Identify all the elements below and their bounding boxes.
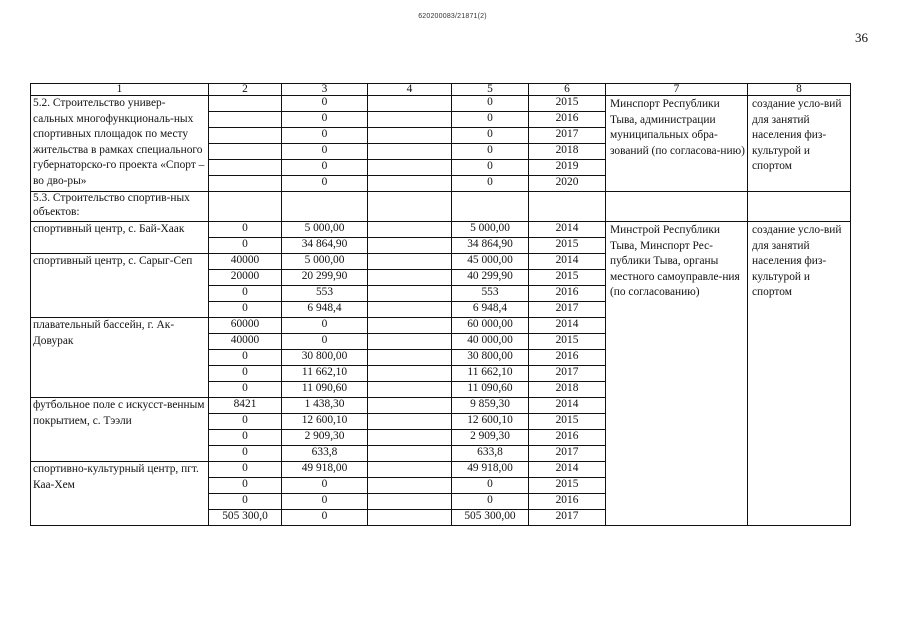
amount-cell-col5: 0 [452,144,529,160]
amount-cell-col2: 0 [209,286,282,302]
empty-cell [748,192,851,222]
amount-cell-col4 [368,302,452,318]
amount-cell-col2: 0 [209,494,282,510]
year-cell: 2015 [529,414,606,430]
year-cell: 2018 [529,382,606,398]
amount-cell-col5: 0 [452,160,529,176]
amount-cell-col5: 0 [452,478,529,494]
amount-cell-col2: 0 [209,238,282,254]
amount-cell-col3: 2 909,30 [282,430,368,446]
amount-cell-col5: 49 918,00 [452,462,529,478]
column-header-row [31,84,851,96]
executor-cell: Минспорт Республики Тыва, администрации муниципальных обра-зований (по согласова-нию) [606,96,748,192]
table-row [31,192,851,222]
amount-cell-col5: 34 864,90 [452,238,529,254]
amount-cell-col4 [368,366,452,382]
amount-cell-col5: 0 [452,96,529,112]
amount-cell-col3: 11 090,60 [282,382,368,398]
year-cell: 2015 [529,334,606,350]
amount-cell-col4 [368,350,452,366]
amount-cell-col5: 553 [452,286,529,302]
amount-cell-col3: 20 299,90 [282,270,368,286]
amount-cell-col3: 553 [282,286,368,302]
amount-cell-col2: 0 [209,366,282,382]
amount-cell-col4 [368,446,452,462]
object-name-cell: спортивный центр, с. Бай-Хаак [31,222,209,254]
amount-cell-col4 [368,270,452,286]
year-cell: 2014 [529,462,606,478]
amount-cell-col3: 49 918,00 [282,462,368,478]
amount-cell-col2 [209,144,282,160]
year-cell: 2016 [529,430,606,446]
amount-cell-col2 [209,112,282,128]
amount-cell-col2: 40000 [209,334,282,350]
amount-cell-col2: 0 [209,414,282,430]
amount-cell-col4 [368,112,452,128]
amount-cell-col4 [368,494,452,510]
amount-cell-col2: 8421 [209,398,282,414]
year-cell: 2016 [529,286,606,302]
amount-cell-col2 [209,96,282,112]
amount-cell-col2: 0 [209,478,282,494]
year-cell: 2018 [529,144,606,160]
column-header: 3 [282,84,368,96]
amount-cell-col5: 0 [452,128,529,144]
amount-cell-col5: 6 948,4 [452,302,529,318]
amount-cell-col3: 5 000,00 [282,254,368,270]
column-header: 6 [529,84,606,96]
empty-cell [452,192,529,222]
amount-cell-col3: 633,8 [282,446,368,462]
amount-cell-col5: 633,8 [452,446,529,462]
amount-cell-col3: 0 [282,176,368,192]
amount-cell-col4 [368,286,452,302]
amount-cell-col4 [368,96,452,112]
year-cell: 2017 [529,128,606,144]
object-name-cell: спортивный центр, с. Сарыг-Сеп [31,254,209,318]
amount-cell-col2 [209,128,282,144]
amount-cell-col5: 40 000,00 [452,334,529,350]
year-cell: 2017 [529,510,606,526]
amount-cell-col5: 30 800,00 [452,350,529,366]
column-header: 7 [606,84,748,96]
year-cell: 2015 [529,96,606,112]
amount-cell-col5: 0 [452,494,529,510]
amount-cell-col2: 0 [209,350,282,366]
year-cell: 2016 [529,350,606,366]
amount-cell-col2: 505 300,0 [209,510,282,526]
year-cell: 2014 [529,398,606,414]
year-cell: 2017 [529,366,606,382]
amount-cell-col3: 0 [282,112,368,128]
goal-cell: создание усло-вий для занятий населения физ-культурой и спортом [748,96,851,192]
amount-cell-col5: 505 300,00 [452,510,529,526]
amount-cell-col4 [368,382,452,398]
amount-cell-col4 [368,430,452,446]
amount-cell-col5: 0 [452,176,529,192]
amount-cell-col3: 0 [282,334,368,350]
amount-cell-col2: 0 [209,382,282,398]
amount-cell-col4 [368,478,452,494]
amount-cell-col4 [368,510,452,526]
year-cell: 2017 [529,446,606,462]
amount-cell-col3: 5 000,00 [282,222,368,238]
amount-cell-col5: 11 662,10 [452,366,529,382]
amount-cell-col3: 0 [282,160,368,176]
empty-cell [606,192,748,222]
amount-cell-col4 [368,160,452,176]
amount-cell-col3: 12 600,10 [282,414,368,430]
amount-cell-col3: 0 [282,96,368,112]
amount-cell-col3: 11 662,10 [282,366,368,382]
section-title-5-3: 5.3. Строительство спортив-ных объектов: [31,192,209,222]
amount-cell-col2: 60000 [209,318,282,334]
amount-cell-col5: 5 000,00 [452,222,529,238]
amount-cell-col4 [368,222,452,238]
year-cell: 2017 [529,302,606,318]
amount-cell-col2: 0 [209,446,282,462]
empty-cell [529,192,606,222]
amount-cell-col3: 6 948,4 [282,302,368,318]
amount-cell-col5: 12 600,10 [452,414,529,430]
amount-cell-col3: 0 [282,144,368,160]
program-table [30,83,851,526]
amount-cell-col5: 11 090,60 [452,382,529,398]
amount-cell-col3: 0 [282,318,368,334]
amount-cell-col4 [368,238,452,254]
table-row [31,222,851,238]
year-cell: 2015 [529,270,606,286]
empty-cell [368,192,452,222]
column-header: 8 [748,84,851,96]
amount-cell-col4 [368,254,452,270]
amount-cell-col5: 60 000,00 [452,318,529,334]
amount-cell-col4 [368,128,452,144]
year-cell: 2016 [529,494,606,510]
amount-cell-col4 [368,176,452,192]
object-name-cell: плавательный бассейн, г. Ак-Довурак [31,318,209,398]
object-name-cell: футбольное поле с искусст-венным покрытием, с. Тээли [31,398,209,462]
amount-cell-col2: 0 [209,430,282,446]
amount-cell-col2: 0 [209,222,282,238]
amount-cell-col3: 30 800,00 [282,350,368,366]
year-cell: 2016 [529,112,606,128]
page-number: 36 [855,30,868,45]
amount-cell-col5: 0 [452,112,529,128]
year-cell: 2015 [529,478,606,494]
amount-cell-col5: 2 909,30 [452,430,529,446]
amount-cell-col3: 34 864,90 [282,238,368,254]
amount-cell-col5: 45 000,00 [452,254,529,270]
amount-cell-col4 [368,334,452,350]
section-title-5-2: 5.2. Строительство универ-сальных многофункциональ-ных спортивных площадок по месту жительства в рамках специального губернаторско-го проекта «Спорт – во дво-ры» [31,96,209,192]
document-id: 620200083/21871(2) [418,13,487,20]
year-cell: 2020 [529,176,606,192]
amount-cell-col4 [368,144,452,160]
amount-cell-col4 [368,414,452,430]
amount-cell-col5: 40 299,90 [452,270,529,286]
executor-cell: Минстрой Республики Тыва, Минспорт Рес-публики Тыва, органы местного самоуправле-ния (по согласованию) [606,222,748,526]
amount-cell-col2: 0 [209,302,282,318]
amount-cell-col3: 1 438,30 [282,398,368,414]
amount-cell-col2: 20000 [209,270,282,286]
amount-cell-col2: 0 [209,462,282,478]
goal-cell: создание усло-вий для занятий населения физ-культурой и спортом [748,222,851,526]
column-header: 4 [368,84,452,96]
column-header: 5 [452,84,529,96]
object-name-cell: спортивно-культурный центр, пгт. Каа-Хем [31,462,209,526]
column-header: 2 [209,84,282,96]
year-cell: 2014 [529,222,606,238]
amount-cell-col3: 0 [282,494,368,510]
year-cell: 2019 [529,160,606,176]
amount-cell-col2 [209,160,282,176]
amount-cell-col3: 0 [282,478,368,494]
table-row [31,96,851,112]
amount-cell-col4 [368,462,452,478]
amount-cell-col5: 9 859,30 [452,398,529,414]
year-cell: 2014 [529,254,606,270]
empty-cell [282,192,368,222]
amount-cell-col4 [368,318,452,334]
column-header: 1 [31,84,209,96]
amount-cell-col3: 0 [282,510,368,526]
year-cell: 2015 [529,238,606,254]
amount-cell-col4 [368,398,452,414]
empty-cell [209,192,282,222]
amount-cell-col2: 40000 [209,254,282,270]
amount-cell-col2 [209,176,282,192]
amount-cell-col3: 0 [282,128,368,144]
year-cell: 2014 [529,318,606,334]
